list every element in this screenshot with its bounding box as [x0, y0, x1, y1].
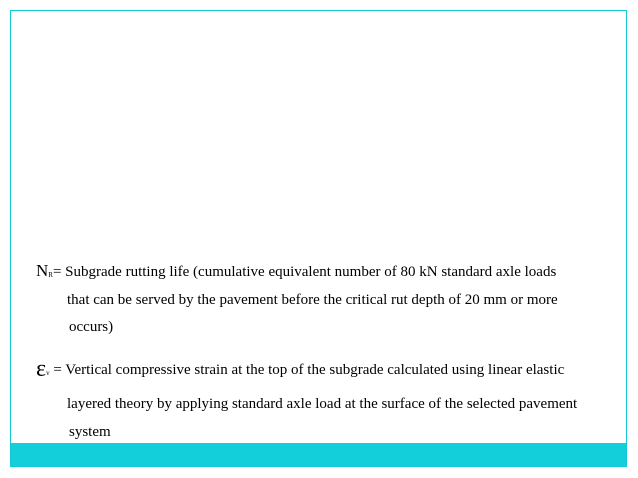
ev-symbol: ε	[36, 356, 47, 382]
nr-subscript: R	[48, 271, 53, 279]
ev-definition-line-2: layered theory by applying standard axle load at the surface of the selected pavement	[67, 396, 578, 412]
ev-subscript: v	[46, 369, 50, 377]
nr-symbol: N	[36, 261, 49, 280]
nr-definition-line-2: that can be served by the pavement before the critical rut depth of 20 mm or more	[67, 292, 558, 308]
ev-definition-line-1	[36, 356, 565, 382]
bottom-accent-bar	[11, 443, 626, 466]
ev-definition-text-1: Vertical compressive strain at the top of the subgrade calculated using linear elastic	[65, 362, 565, 378]
ev-definition-line-3: system	[69, 424, 111, 440]
nr-definition-line-3: occurs)	[69, 319, 114, 335]
nr-definition-text-1: Subgrade rutting life (cumulative equivalent number of 80 kN standard axle loads	[65, 264, 557, 280]
nr-equals: =	[52, 264, 66, 280]
ev-equals: =	[49, 362, 66, 378]
nr-definition-line-1	[36, 262, 556, 284]
